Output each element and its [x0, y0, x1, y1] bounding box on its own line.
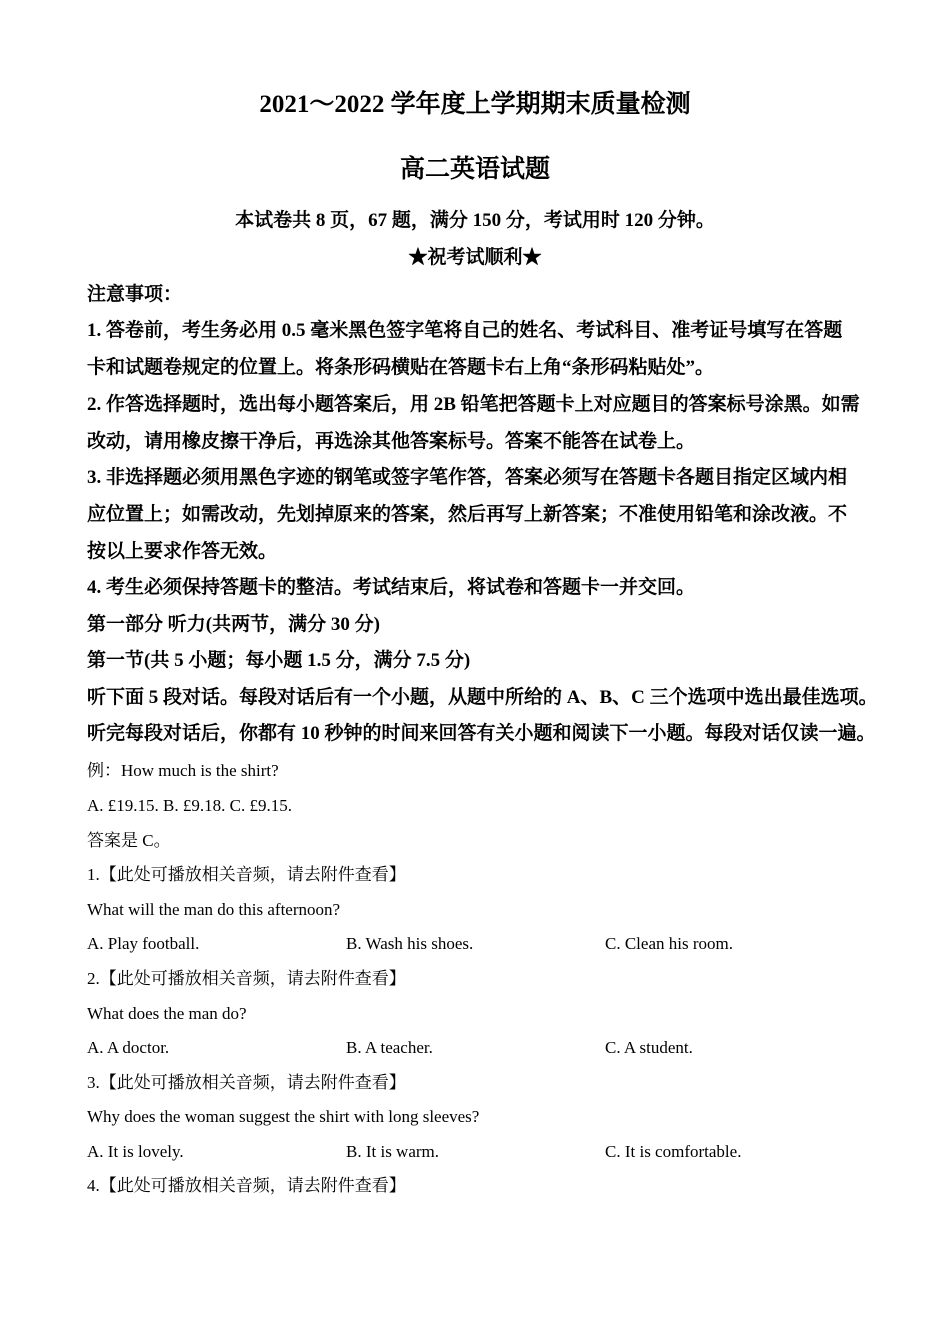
instructions-line: 听完每段对话后，你都有 10 秒钟的时间来回答有关小题和阅读下一小题。每段对话仅读一遍。 — [87, 723, 876, 744]
audio-placeholder: 3.【此处可播放相关音频，请去附件查看】 — [87, 1073, 406, 1092]
instructions-line: 听下面 5 段对话。每段对话后有一个小题，从题中所给的 A、B、C 三个选项中选出最佳选项。 — [87, 687, 878, 708]
notes-line: 2. 作答选择题时，选出每小题答案后，用 2B 铅笔把答题卡上对应题目的答案标号涂黑。如需 — [87, 394, 860, 415]
audio-placeholder: 4.【此处可播放相关音频，请去附件查看】 — [87, 1176, 406, 1195]
option-c: C. Clean his room. — [605, 934, 733, 953]
question-text: What does the man do? — [87, 1004, 247, 1023]
notes-line: 卡和试题卷规定的位置上。将条形码横贴在答题卡右上角“条形码粘贴处”。 — [87, 357, 715, 378]
audio-placeholder: 2.【此处可播放相关音频，请去附件查看】 — [87, 969, 406, 988]
exam-title: 2021～2022 学年度上学期期末质量检测 — [259, 91, 691, 118]
option-b: B. A teacher. — [346, 1038, 433, 1057]
notes-line: 3. 非选择题必须用黑色字迹的钢笔或签字笔作答，答案必须写在答题卡各题目指定区域内相 — [87, 467, 848, 488]
example-options: A. £19.15. B. £9.18. C. £9.15. — [87, 796, 292, 815]
option-a: A. It is lovely. — [87, 1142, 184, 1161]
audio-placeholder: 1.【此处可播放相关音频，请去附件查看】 — [87, 865, 406, 884]
exam-subtitle: 高二英语试题 — [399, 156, 550, 183]
option-b: B. It is warm. — [346, 1142, 440, 1161]
notes-heading: 注意事项： — [87, 284, 183, 305]
option-b: B. Wash his shoes. — [346, 934, 474, 953]
question-text: Why does the woman suggest the shirt with long sleeves? — [87, 1107, 480, 1126]
exam-wish: ★祝考试顺利★ — [408, 247, 542, 268]
part1-heading: 第一部分 听力(共两节，满分 30 分) — [87, 614, 380, 635]
option-a: A. Play football. — [87, 934, 200, 953]
example-answer: 答案是 C。 — [87, 831, 171, 850]
option-c: C. A student. — [605, 1038, 693, 1057]
question-text: What will the man do this afternoon? — [87, 900, 341, 919]
section1-heading: 第一节(共 5 小题；每小题 1.5 分，满分 7.5 分) — [87, 650, 471, 671]
notes-line: 4. 考生必须保持答题卡的整洁。考试结束后，将试卷和答题卡一并交回。 — [87, 577, 696, 598]
notes-line: 1. 答卷前，考生务必用 0.5 毫米黑色签字笔将自己的姓名、考试科目、准考证号填写在答题 — [87, 320, 843, 341]
notes-line: 改动，请用橡皮擦干净后，再选涂其他答案标号。答案不能答在试卷上。 — [87, 431, 696, 452]
exam-info: 本试卷共 8 页，67 题，满分 150 分，考试用时 120 分钟。 — [235, 210, 715, 231]
example-question: 例：How much is the shirt? — [87, 761, 279, 780]
option-c: C. It is comfortable. — [605, 1142, 742, 1161]
notes-line: 按以上要求作答无效。 — [87, 541, 278, 562]
notes-line: 应位置上；如需改动，先划掉原来的答案，然后再写上新答案；不准使用铅笔和涂改液。不 — [87, 504, 848, 525]
option-a: A. A doctor. — [87, 1038, 170, 1057]
